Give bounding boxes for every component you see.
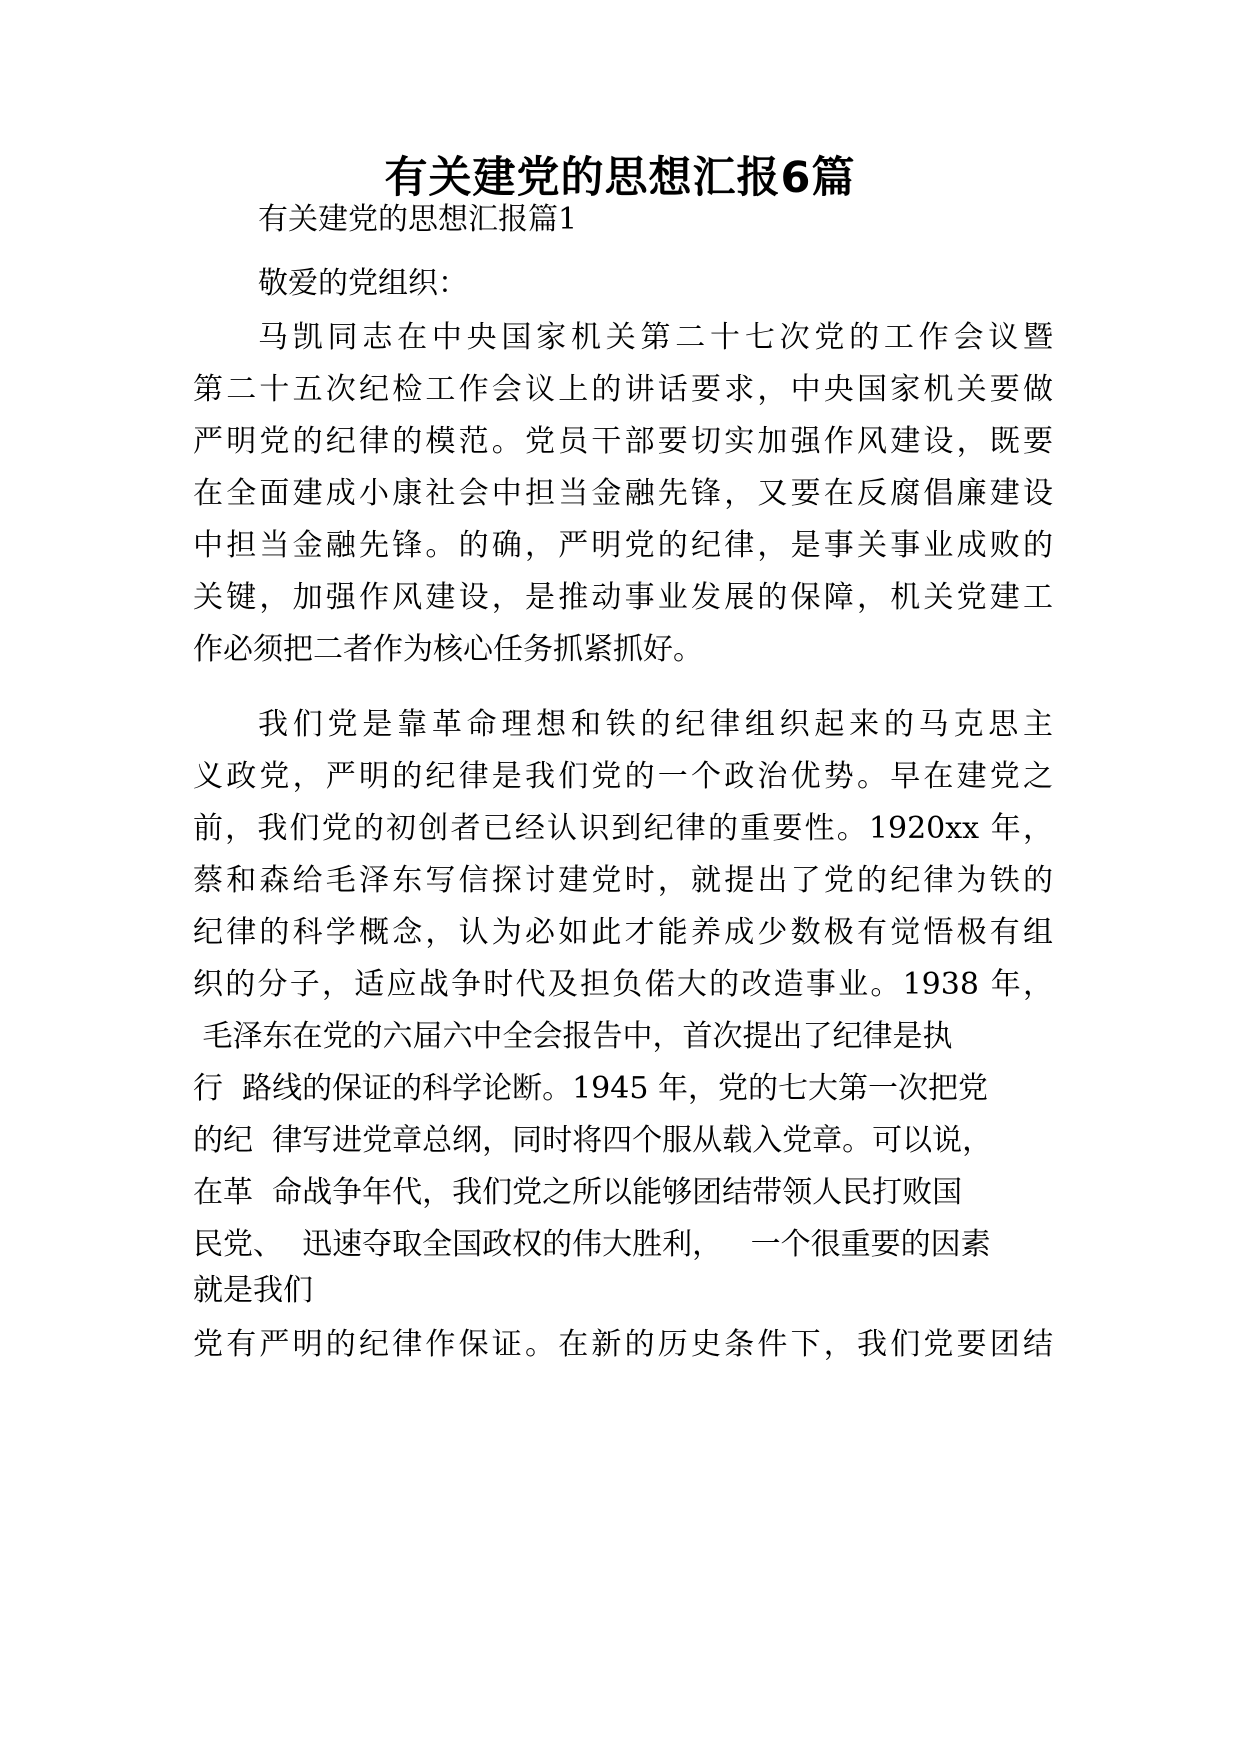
paragraph-line: 马凯同志在中央国家机关第二十七次党的工作会议暨 <box>258 320 1053 355</box>
section-heading: 有关建党的思想汇报篇1 <box>258 202 578 237</box>
paragraph-line: 严明党的纪律的模范。党员干部要切实加强作风建设，既要 <box>193 424 1053 459</box>
paragraph-line: 在革 命战争年代，我们党之所以能够团结带领人民打败国 <box>193 1175 963 1210</box>
document-title: 有关建党的思想汇报6篇 <box>384 153 856 203</box>
paragraph-line: 纪律的科学概念，认为必如此才能养成少数极有觉悟极有组 <box>193 915 1053 950</box>
paragraph-line: 中担当金融先锋。的确，严明党的纪律，是事关事业成败的 <box>193 528 1053 563</box>
paragraph-line: 就是我们 <box>193 1273 313 1308</box>
paragraph-line: 作必须把二者作为核心任务抓紧抓好。 <box>193 632 703 667</box>
salutation: 敬爱的党组织： <box>258 266 468 301</box>
paragraph-line: 行 路线的保证的科学论断。1945 年，党的七大第一次把党 <box>193 1071 988 1106</box>
paragraph-line: 在全面建成小康社会中担当金融先锋，又要在反腐倡廉建设 <box>193 476 1053 511</box>
paragraph-line: 关键，加强作风建设，是推动事业发展的保障，机关党建工 <box>193 580 1053 615</box>
paragraph-line: 我们党是靠革命理想和铁的纪律组织起来的马克思主 <box>258 707 1053 742</box>
paragraph-line: 义政党，严明的纪律是我们党的一个政治优势。早在建党之 <box>193 759 1053 794</box>
paragraph-line: 毛泽东在党的六届六中全会报告中，首次提出了纪律是执 <box>193 1019 953 1054</box>
paragraph-line: 的纪 律写进党章总纲，同时将四个服从载入党章。可以说， <box>193 1123 993 1158</box>
paragraph-line: 党有严明的纪律作保证。在新的历史条件下，我们党要团结 <box>193 1327 1053 1362</box>
paragraph-line: 第二十五次纪检工作会议上的讲话要求，中央国家机关要做 <box>193 372 1053 407</box>
paragraph-line: 前，我们党的初创者已经认识到纪律的重要性。1920xx 年， <box>193 811 1053 846</box>
paragraph-line: 织的分子，适应战争时代及担负偌大的改造事业。1938 年， <box>193 967 1053 1002</box>
paragraph-line: 蔡和森给毛泽东写信探讨建党时，就提出了党的纪律为铁的 <box>193 863 1053 898</box>
paragraph-line: 民党、 迅速夺取全国政权的伟大胜利， 一个很重要的因素 <box>193 1227 991 1262</box>
